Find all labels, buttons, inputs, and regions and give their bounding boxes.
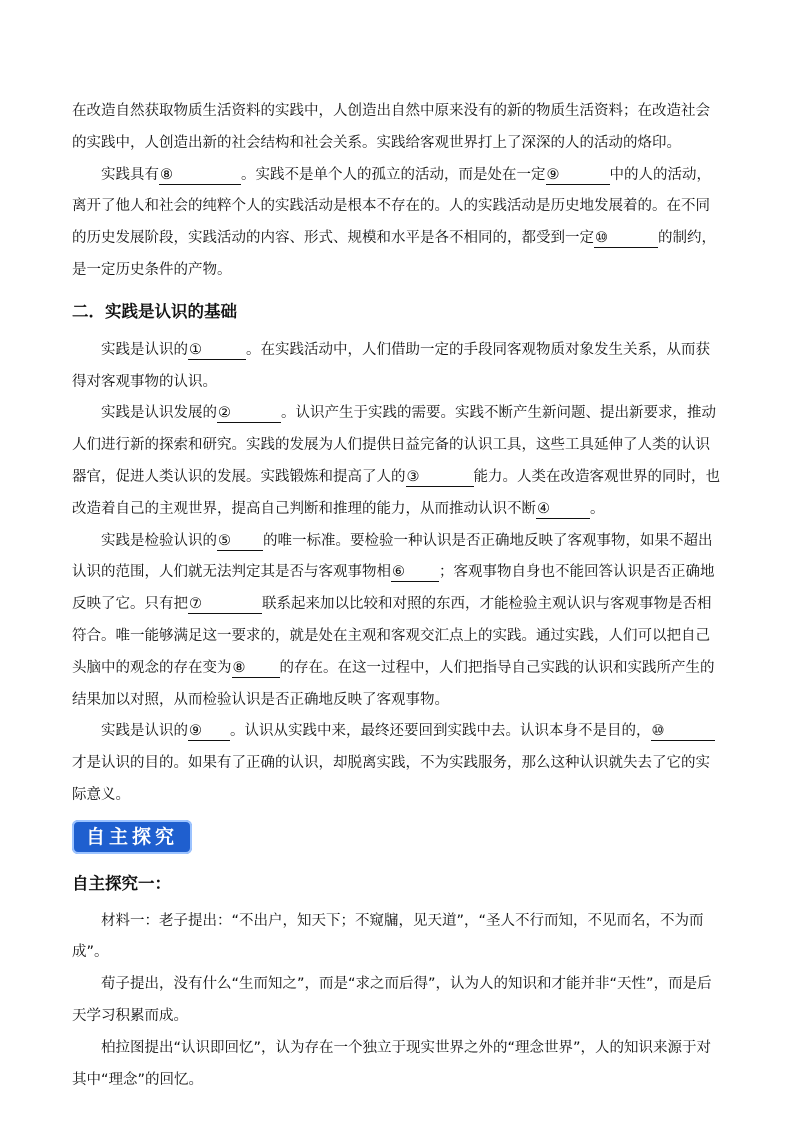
fill-blank-1[interactable] xyxy=(188,341,246,360)
fill-blank-4[interactable] xyxy=(536,500,590,519)
fill-blank-2[interactable] xyxy=(217,404,281,423)
text-segment: 实践是认识的 xyxy=(101,723,188,740)
blank-number: ② xyxy=(218,405,231,422)
fill-blank-6[interactable] xyxy=(391,563,439,582)
text-segment: 才是认识的目的。如果有了正确的认识，却脱离实践，不为实践服务，那么这种认识就失去了它的实际意义。 xyxy=(72,755,710,803)
paragraph-driving-force xyxy=(72,398,722,525)
text-segment: 实践是检验认识的 xyxy=(101,532,217,549)
paragraph-material-laozi: 材料一：老子提出：“不出户，知天下；不窥牖，见天道”，“圣人不行而知，不见而名，不为而成”。 xyxy=(72,912,704,961)
blank-number: ⑩ xyxy=(651,723,665,740)
blank-number: ④ xyxy=(537,500,550,517)
fill-blank-8[interactable] xyxy=(159,166,241,185)
paragraph-material-xunzi: 荀子提出，没有什么“生而知之”，而是“求之而后得”，认为人的知识和才能并非“天性”，而是后天学习积累而成。 xyxy=(72,976,712,1024)
text-segment: 。认识产生于实践的需要。实践不断产生新问题、提出新要求，推动人们进行新的探索和研究。实践的发展为人们提供日益完备的认识工具，这些工具延伸了人类的认识器官，促进人类认识的发展。实践锻炼和提高了人的 xyxy=(72,405,716,485)
blank-number: ① xyxy=(189,341,202,358)
blank-number: ⑨ xyxy=(546,166,560,183)
paragraph-source xyxy=(72,335,722,399)
text-segment: 联系起来加以比较和对照的东西，才能检验主观认识与客观事物是否相符合。唯一能够满足这一要求的，就是处在主观和客观交汇点上的实践。通过实践，人们可以把自己头脑中的观念的存在变为 xyxy=(72,596,712,676)
blank-number: ⑤ xyxy=(218,532,231,549)
blank-number: ⑧ xyxy=(232,659,246,676)
self-inquiry-banner: 自主探究 xyxy=(72,820,192,854)
paragraph-criterion xyxy=(72,526,722,717)
text-segment: 实践是认识发展的 xyxy=(101,405,217,422)
fill-blank-7[interactable] xyxy=(188,595,262,614)
text-segment: 的制约，是一定历史条件的产物。 xyxy=(72,230,716,278)
text-segment: 的唯一标准。要检验一种认识是否正确地反映了客观事物，如果不超出认识的范围，人们就无法判定其是否与客观事物相 xyxy=(72,532,713,581)
text-segment: 。 xyxy=(590,500,605,517)
blank-number: ⑥ xyxy=(392,564,405,581)
text-segment: 。实践不是单个人的孤立的活动，而是处在一定 xyxy=(241,166,546,183)
text-segment: 中的人的活动，离开了他人和社会的纯粹个人的实践活动是根本不存在的。人的实践活动是历史地发展着的。在不同的历史发展阶段，实践活动的内容、形式、规模和水平是各不相同的，都受到一定 xyxy=(72,166,711,247)
paragraph-practice-social-history xyxy=(72,160,722,287)
text-segment: 。认识从实践中来，最终还要回到实践中去。认识本身不是目的， xyxy=(230,723,651,740)
fill-blank-10b[interactable] xyxy=(651,722,715,741)
fill-blank-3[interactable] xyxy=(406,468,474,487)
blank-number: ⑧ xyxy=(160,166,173,183)
blank-number: ⑨ xyxy=(189,723,202,740)
section-heading: 二．实践是认识的基础 xyxy=(72,301,237,321)
blank-number: ⑩ xyxy=(595,230,608,247)
blank-number: ⑦ xyxy=(189,596,202,613)
text-segment: ；客观事物自身也不能回答认识是否正确地反映了它。只有把 xyxy=(72,564,715,613)
text-segment: 的存在。在这一过程中，人们把指导自己实践的认识和实践所产生的结果加以对照，从而检验认识是否正确地反映了客观事物。 xyxy=(72,659,715,708)
fill-blank-10[interactable] xyxy=(594,229,658,248)
paragraph-purpose xyxy=(72,716,722,811)
fill-blank-5[interactable] xyxy=(217,532,263,551)
paragraph-practice-creation: 在改造自然获取物质生活资料的实践中，人创造出自然中原来没有的新的物质生活资料；在改造社会的实践中，人创造出新的社会结构和社会关系。实践给客观世界打上了深深的人的活动的烙印。 xyxy=(72,103,710,151)
blank-number: ③ xyxy=(406,468,420,485)
paragraph-material-plato: 柏拉图提出“认识即回忆”，认为存在一个独立于现实世界之外的“理念世界”，人的知识来源于对其中“理念”的回忆。 xyxy=(72,1039,712,1088)
text-segment: 能力。人类在改造客观世界的同时，也改造着自己的主观世界，提高自己判断和推理的能力，从而推动认识不断 xyxy=(72,468,720,517)
text-segment: 。在实践活动中，人们借助一定的手段同客观物质对象发生关系，从而获得对客观事物的认识。 xyxy=(72,341,710,390)
fill-blank-8b[interactable] xyxy=(232,659,280,678)
fill-blank-9[interactable] xyxy=(546,166,610,185)
text-segment: 实践是认识的 xyxy=(101,341,188,358)
inquiry-heading: 自主探究一： xyxy=(72,873,171,893)
text-segment: 实践具有 xyxy=(101,166,159,183)
fill-blank-9b[interactable] xyxy=(188,722,230,741)
